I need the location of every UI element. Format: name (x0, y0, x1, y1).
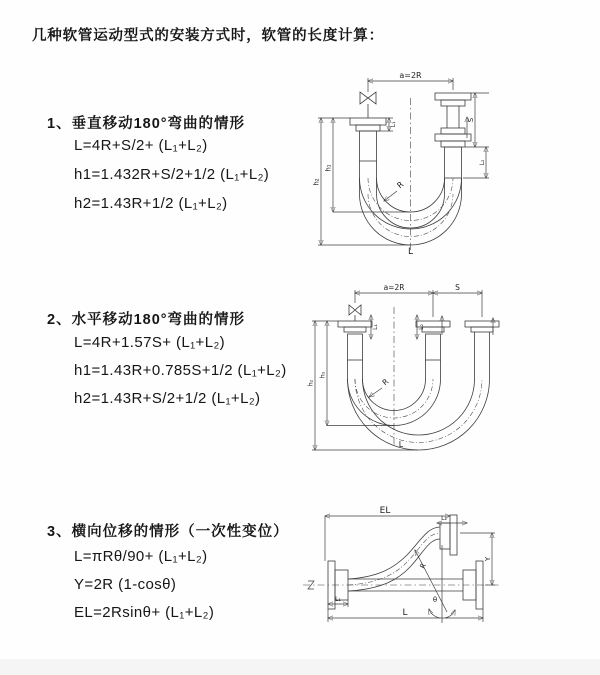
svg-text:a=2R: a=2R (383, 283, 405, 292)
dimension-l1 (371, 315, 379, 339)
section-3-formula-Y: Y=2R (1-cosθ) (74, 576, 177, 593)
valve-icon (349, 305, 361, 321)
dimension-a2r (368, 71, 453, 92)
svg-text:h₂: h₂ (312, 178, 321, 186)
right-hose-fitting (465, 321, 499, 332)
dimension-el (325, 506, 450, 561)
dimension-s (465, 93, 489, 147)
section-1-formula-L: L=4R+S/2+ (L₁+L₂) (74, 137, 208, 154)
dimension-h1 (325, 118, 411, 212)
section-2-formula-h2: h2=1.43R+S/2+1/2 (L₁+L₂) (74, 390, 261, 407)
braided-hose-section (445, 147, 462, 178)
section-2-formula-h1: h1=1.43R+0.785S+1/2 (L₁+L₂) (74, 362, 287, 379)
svg-text:L₁: L₁ (335, 596, 341, 603)
length-label: L (398, 440, 404, 449)
svg-text:h₂: h₂ (306, 379, 315, 387)
length-label: L (407, 247, 414, 257)
dimension-s (433, 283, 482, 293)
dimension-l2 (437, 515, 467, 523)
angle-construction (415, 545, 455, 623)
svg-text:L₂: L₂ (479, 159, 486, 166)
diagram-lateral-displacement (295, 503, 505, 653)
svg-text:S: S (467, 117, 475, 123)
scan-edge-shadow (0, 659, 600, 675)
svg-text:Y: Y (484, 556, 492, 562)
section-3-formula-L: L=πRθ/90+ (L₁+L₂) (74, 548, 208, 565)
svg-text:L₁: L₁ (372, 324, 379, 330)
dimension-l (328, 608, 483, 622)
radius-callout (384, 180, 406, 201)
diagram-vertical-180-bend (312, 70, 580, 260)
dimension-l2 (417, 315, 425, 339)
dimension-h1 (319, 321, 395, 426)
svg-text:h₁: h₁ (318, 371, 327, 379)
braided-hose-section (348, 334, 363, 360)
svg-text:a=2R: a=2R (399, 71, 422, 80)
hose-u-bend (348, 332, 490, 450)
page-title: 几种软管运动型式的安装方式时，软管的长度计算： (32, 28, 384, 44)
radius-label: R (418, 562, 428, 571)
dimension-y (460, 533, 495, 585)
radius-callout (369, 377, 390, 397)
section-2-heading: 2、水平移动180°弯曲的情形 (47, 312, 246, 328)
svg-text:L: L (402, 608, 408, 618)
dimension-a2r (355, 283, 482, 317)
dimension-h2 (313, 118, 411, 245)
right-hose-fitting (435, 93, 471, 178)
section-3-formula-EL: EL=2Rsinθ+ (L₁+L₂) (74, 604, 215, 621)
dimension-l1 (328, 596, 348, 607)
left-hose-fitting (350, 118, 386, 161)
section-1-formula-h1: h1=1.432R+S/2+1/2 (L₁+L₂) (74, 166, 270, 183)
svg-text:θ: θ (432, 596, 438, 604)
braided-hose-section (426, 334, 441, 360)
braided-hose-section (360, 131, 377, 161)
svg-text:L₂: L₂ (441, 515, 447, 522)
svg-text:L₂: L₂ (418, 324, 425, 330)
valve-icon (360, 92, 376, 118)
section-1-heading: 1、垂直移动180°弯曲的情形 (47, 116, 246, 132)
section-3-heading: 3、横向位移的情形（一次性变位） (47, 524, 289, 540)
diagram-horizontal-180-bend (305, 283, 505, 455)
svg-text:S: S (455, 283, 460, 292)
section-2-formula-L: L=4R+1.57S+ (L₁+L₂) (74, 334, 226, 351)
dimension-l2 (463, 147, 489, 178)
svg-text:R: R (380, 376, 391, 388)
svg-text:R: R (395, 179, 406, 191)
displaced-hose (348, 515, 457, 591)
svg-text:h₁: h₁ (324, 164, 333, 172)
left-hose-fitting (338, 321, 372, 360)
svg-text:L₁: L₁ (390, 121, 397, 128)
section-1-formula-h2: h2=1.43R+1/2 (L₁+L₂) (74, 195, 228, 212)
svg-text:EL: EL (379, 506, 391, 516)
